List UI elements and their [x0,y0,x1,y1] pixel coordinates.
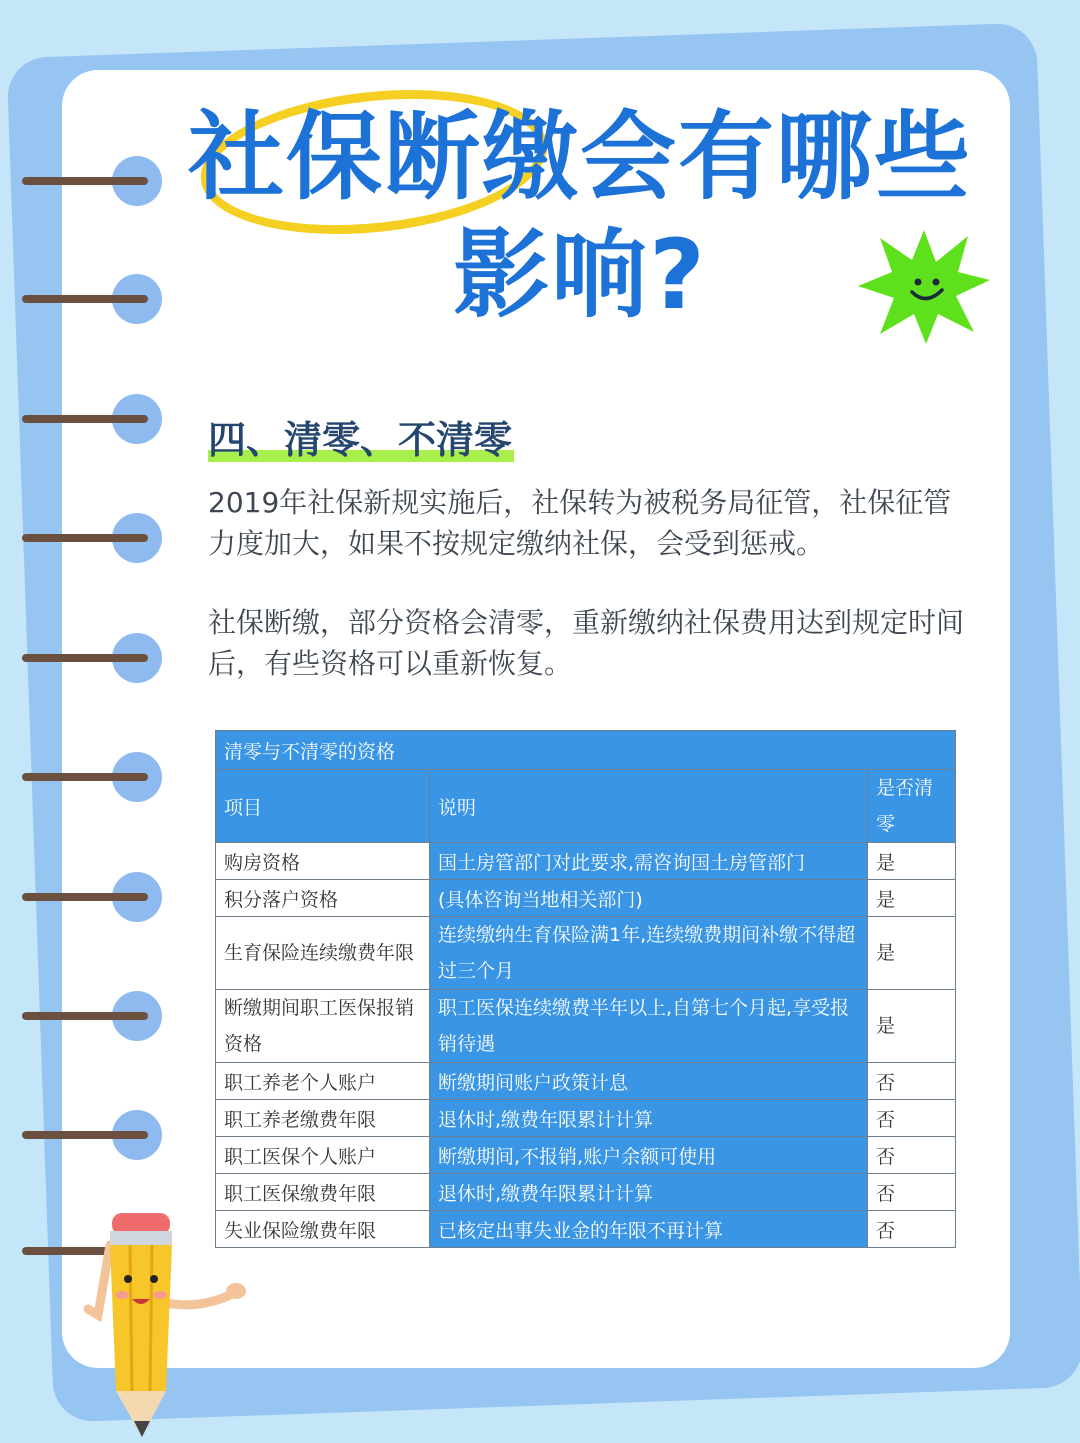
cell-description: 已核定出事失业金的年限不再计算 [430,1211,868,1248]
cell-reset: 否 [868,1174,956,1211]
smiley-star-icon [856,228,992,346]
cell-description: 职工医保连续缴费半年以上,自第七个月起,享受报销待遇 [430,990,868,1063]
qualification-table [215,730,956,1248]
binder-ring [22,274,164,324]
cell-description: (具体咨询当地相关部门) [430,880,868,917]
binder-ring [22,513,164,563]
cell-reset: 是 [868,880,956,917]
cell-description: 断缴期间,不报销,账户余额可使用 [430,1137,868,1174]
cell-reset: 是 [868,917,956,990]
table-caption-row [216,731,956,770]
cell-description: 退休时,缴费年限累计计算 [430,1174,868,1211]
table-row [216,880,956,917]
header-reset: 是否清零 [868,770,956,843]
cell-item: 断缴期间职工医保报销资格 [216,990,430,1063]
header-description: 说明 [430,770,868,843]
cell-description: 国土房管部门对此要求,需咨询国土房管部门 [430,843,868,880]
table-caption: 清零与不清零的资格 [216,731,956,770]
binder-ring [22,1110,164,1160]
table-row [216,1063,956,1100]
cell-description: 退休时,缴费年限累计计算 [430,1100,868,1137]
binder-ring [22,991,164,1041]
table-header-row [216,770,956,843]
binder-ring [22,394,164,444]
cell-reset: 是 [868,990,956,1063]
cell-item: 购房资格 [216,843,430,880]
cell-description: 断缴期间账户政策计息 [430,1063,868,1100]
table-row [216,843,956,880]
paragraph-policy: 2019年社保新规实施后，社保转为被税务局征管，社保征管力度加大，如果不按规定缴纳社保，会受到惩戒。 [208,486,952,560]
cell-description: 连续缴纳生育保险满1年,连续缴费期间补缴不得超过三个月 [430,917,868,990]
cell-reset: 否 [868,1211,956,1248]
cell-item: 职工医保缴费年限 [216,1174,430,1211]
binder-ring [22,156,164,206]
header-item: 项目 [216,770,430,843]
cell-item: 职工养老缴费年限 [216,1100,430,1137]
cell-reset: 否 [868,1063,956,1100]
section-heading: 四、清零、不清零 [208,418,513,462]
table-row [216,1211,956,1248]
cell-reset: 否 [868,1137,956,1174]
table-row [216,1174,956,1211]
table-row [216,1100,956,1137]
page-title: 社保断缴会有哪些影响? [188,101,972,331]
cell-item: 职工医保个人账户 [216,1137,430,1174]
table-row [216,1137,956,1174]
binder-ring [22,872,164,922]
cell-item: 生育保险连续缴费年限 [216,917,430,990]
cell-item: 失业保险缴费年限 [216,1211,430,1248]
table-row [216,990,956,1063]
paragraph-reset: 社保断缴，部分资格会清零，重新缴纳社保费用达到规定时间后，有些资格可以重新恢复。 [208,606,965,680]
binder-ring [22,752,164,802]
cell-reset: 否 [868,1100,956,1137]
cell-item: 积分落户资格 [216,880,430,917]
binder-ring [22,633,164,683]
cell-reset: 是 [868,843,956,880]
cell-item: 职工养老个人账户 [216,1063,430,1100]
table-row [216,917,956,990]
pencil-mascot-icon [70,1205,260,1443]
